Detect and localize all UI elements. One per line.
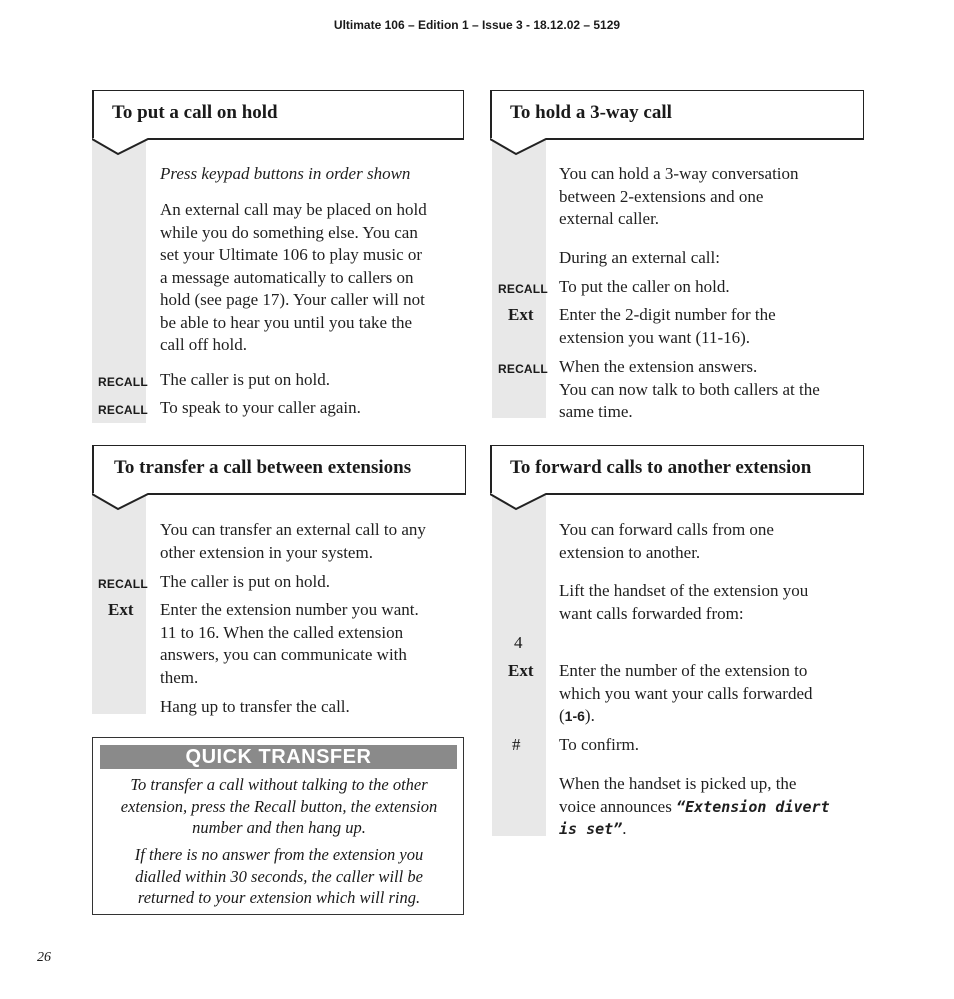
step-text: Enter the number of the extension to which you want your calls forwarded (1-6). bbox=[559, 661, 813, 725]
ext-key-label: Ext bbox=[508, 661, 534, 680]
key-4-label: 4 bbox=[514, 633, 523, 652]
ext-key-label: Ext bbox=[108, 600, 134, 619]
section-title: To transfer a call between extensions bbox=[92, 445, 466, 495]
recall-key-label: RECALL bbox=[498, 282, 548, 296]
step-text: The caller is put on hold. bbox=[160, 370, 330, 389]
forward-description: You can forward calls from one extension to another. bbox=[559, 520, 774, 562]
transfer-description: You can transfer an external call to any other extension in your system. bbox=[160, 520, 426, 562]
quick-transfer-text: To transfer a call without talking to the other extension, press the Recall button, the extension number and then hang up. bbox=[120, 775, 438, 837]
step-text: The caller is put on hold. bbox=[160, 572, 330, 591]
recall-key-label: RECALL bbox=[498, 362, 548, 376]
lift-handset-note: Lift the handset of the extension you want calls forwarded from: bbox=[559, 581, 809, 623]
title-notch bbox=[490, 493, 550, 513]
step-text: To confirm. bbox=[559, 735, 640, 754]
recall-key-label: RECALL bbox=[98, 577, 148, 591]
step-text: Enter the extension number you want. 11 to 16. When the called extension answers, you can communicate with them. bbox=[160, 600, 419, 687]
threeway-description: You can hold a 3-way conversation between 2-extensions and one external caller. bbox=[559, 164, 799, 228]
step-text: When the extension answers. You can now talk to both callers at the same time. bbox=[559, 357, 820, 421]
announcement-note: When the handset is picked up, the voice announces “Extension divert is set”. bbox=[559, 774, 830, 838]
title-notch bbox=[490, 138, 550, 158]
section-title: To hold a 3-way call bbox=[490, 90, 864, 140]
key-column bbox=[492, 140, 546, 418]
recall-key-label: RECALL bbox=[98, 375, 148, 389]
section-title: To forward calls to another extension bbox=[490, 445, 864, 495]
announcement-quote: “Extension divert bbox=[676, 797, 830, 816]
quick-transfer-heading: QUICK TRANSFER bbox=[100, 745, 457, 769]
quick-transfer-box bbox=[92, 737, 464, 915]
title-notch bbox=[92, 138, 152, 158]
step-text: To speak to your caller again. bbox=[160, 398, 361, 417]
quick-transfer-note: If there is no answer from the extension you dialled within 30 seconds, the caller will be returned to your extension which will ring. bbox=[134, 845, 424, 907]
step-text: To put the caller on hold. bbox=[559, 277, 730, 296]
extension-range: 1-6 bbox=[564, 708, 585, 724]
ext-key-label: Ext bbox=[508, 305, 534, 324]
hold-description: An external call may be placed on hold while you do something else. You can set your Ultimate 106 to play music or a message automatically to callers on hold (see page 17). Your caller will not be able to hear you until you take the call off hold. bbox=[160, 200, 427, 354]
recall-key-label: RECALL bbox=[98, 403, 148, 417]
during-call-note: During an external call: bbox=[559, 248, 720, 267]
announcement-quote-end: is set” bbox=[559, 820, 623, 838]
section-title: To put a call on hold bbox=[92, 90, 464, 140]
step-text: Enter the 2-digit number for the extension you want (11-16). bbox=[559, 305, 776, 347]
hash-key-label: # bbox=[512, 735, 521, 754]
instruction-note: Press keypad buttons in order shown bbox=[160, 164, 411, 183]
page-number: 26 bbox=[37, 950, 51, 965]
title-notch bbox=[92, 493, 152, 513]
step-text: Hang up to transfer the call. bbox=[160, 697, 350, 716]
document-header: Ultimate 106 – Edition 1 – Issue 3 - 18.12.02 – 5129 bbox=[333, 18, 621, 32]
